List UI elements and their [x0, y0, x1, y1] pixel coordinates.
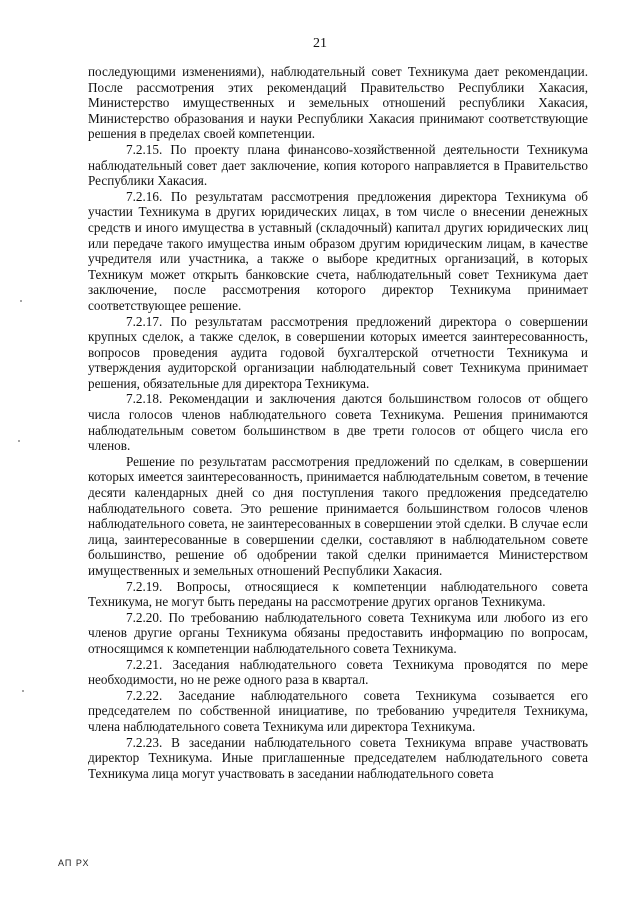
paragraph-decision: Решение по результатам рассмотрения предложений по сделкам, в совершении которых имеется заинтересованность, принимается наблюдательным советом, в течение десяти календарных дней со дня поступления такого предложения председателю наблюдательного совета. Это решение принимается большинством голосов членов наблюдательного совета, не заинтересованных в совершении этой сделки. В случае если лица, заинтересованные в совершении сделки, составляют в наблюдательном совете большинство, решение об одобрении такой сделки принимается Министерством имущественных и земельных отношений Республики Хакасия. — [88, 453, 588, 578]
paragraph-7-2-21: 7.2.21. Заседания наблюдательного совета Техникума проводятся по мере необходимости, но не реже одного раза в квартал. — [88, 656, 588, 688]
margin-speck — [22, 690, 24, 692]
paragraph-7-2-17: 7.2.17. По результатам рассмотрения предложений директора о совершении крупных сделок, а также сделок, в совершении которых имеется заинтересованность, вопросов проведения аудита годовой бухгалтерской отчетности Техникума и утверждения аудиторской организации наблюдательный совет Техникума принимает решения, обязательные для директора Техникума. — [88, 313, 588, 391]
paragraph-7-2-19: 7.2.19. Вопросы, относящиеся к компетенции наблюдательного совета Техникума, не могут быть переданы на рассмотрение других органов Техникума. — [88, 578, 588, 610]
margin-speck — [18, 440, 20, 442]
paragraph-7-2-23: 7.2.23. В заседании наблюдательного совета Техникума вправе участвовать директор Техникума. Иные приглашенные председателем наблюдательного совета Техникума лица могут участвовать в заседании наблюдательного совета — [88, 734, 588, 781]
paragraph-7-2-15: 7.2.15. По проекту плана финансово-хозяйственной деятельности Техникума наблюдательный совет дает заключение, копия которого направляется в Правительство Республики Хакасия. — [88, 141, 588, 189]
paragraph-7-2-22: 7.2.22. Заседание наблюдательного совета Техникума созывается его председателем по собственной инициативе, по требованию учредителя Техникума, члена наблюдательного совета Техникума или директора Техникума. — [88, 687, 588, 734]
paragraph-7-2-20: 7.2.20. По требованию наблюдательного совета Техникума или любого из его членов другие органы Техникума обязаны предоставить информацию по вопросам, относящимся к компетенции наблюдательного совета Техникума. — [88, 609, 588, 656]
footer-mark: АП РХ — [58, 858, 90, 868]
paragraph-7-2-16: 7.2.16. По результатам рассмотрения предложения директора Техникума об участии Техникума в других юридических лицах, в том числе о внесении денежных средств и иного имущества в уставный (складочный) капитал других юридических лиц или передаче такого имущества иным образом другим юридическим лицам, в качестве учредителя или участника, а также о выборе кредитных организаций, в которых Техникум может открыть банковские счета, наблюдательный совет Техникума дает заключение, после рассмотрения которого директор Техникума принимает соответствующее решение. — [88, 188, 588, 313]
paragraph-7-2-18: 7.2.18. Рекомендации и заключения даются большинством голосов от общего числа голосов членов наблюдательного совета Техникума. Решения принимаются наблюдательным советом большинством в две трети голосов от общего числа его членов. — [88, 391, 588, 454]
margin-speck — [20, 300, 22, 302]
page-number: 21 — [313, 36, 327, 51]
paragraph: последующими изменениями), наблюдательный совет Техникума дает рекомендации. После рассмотрения этих рекомендаций Правительство Республики Хакасия, Министерство имущественных и земельных отношений республики Хакасия, Министерство образования и науки Республики Хакасия принимают соответствующие решения в пределах своей компетенции. — [88, 64, 588, 142]
document-body — [88, 64, 588, 781]
